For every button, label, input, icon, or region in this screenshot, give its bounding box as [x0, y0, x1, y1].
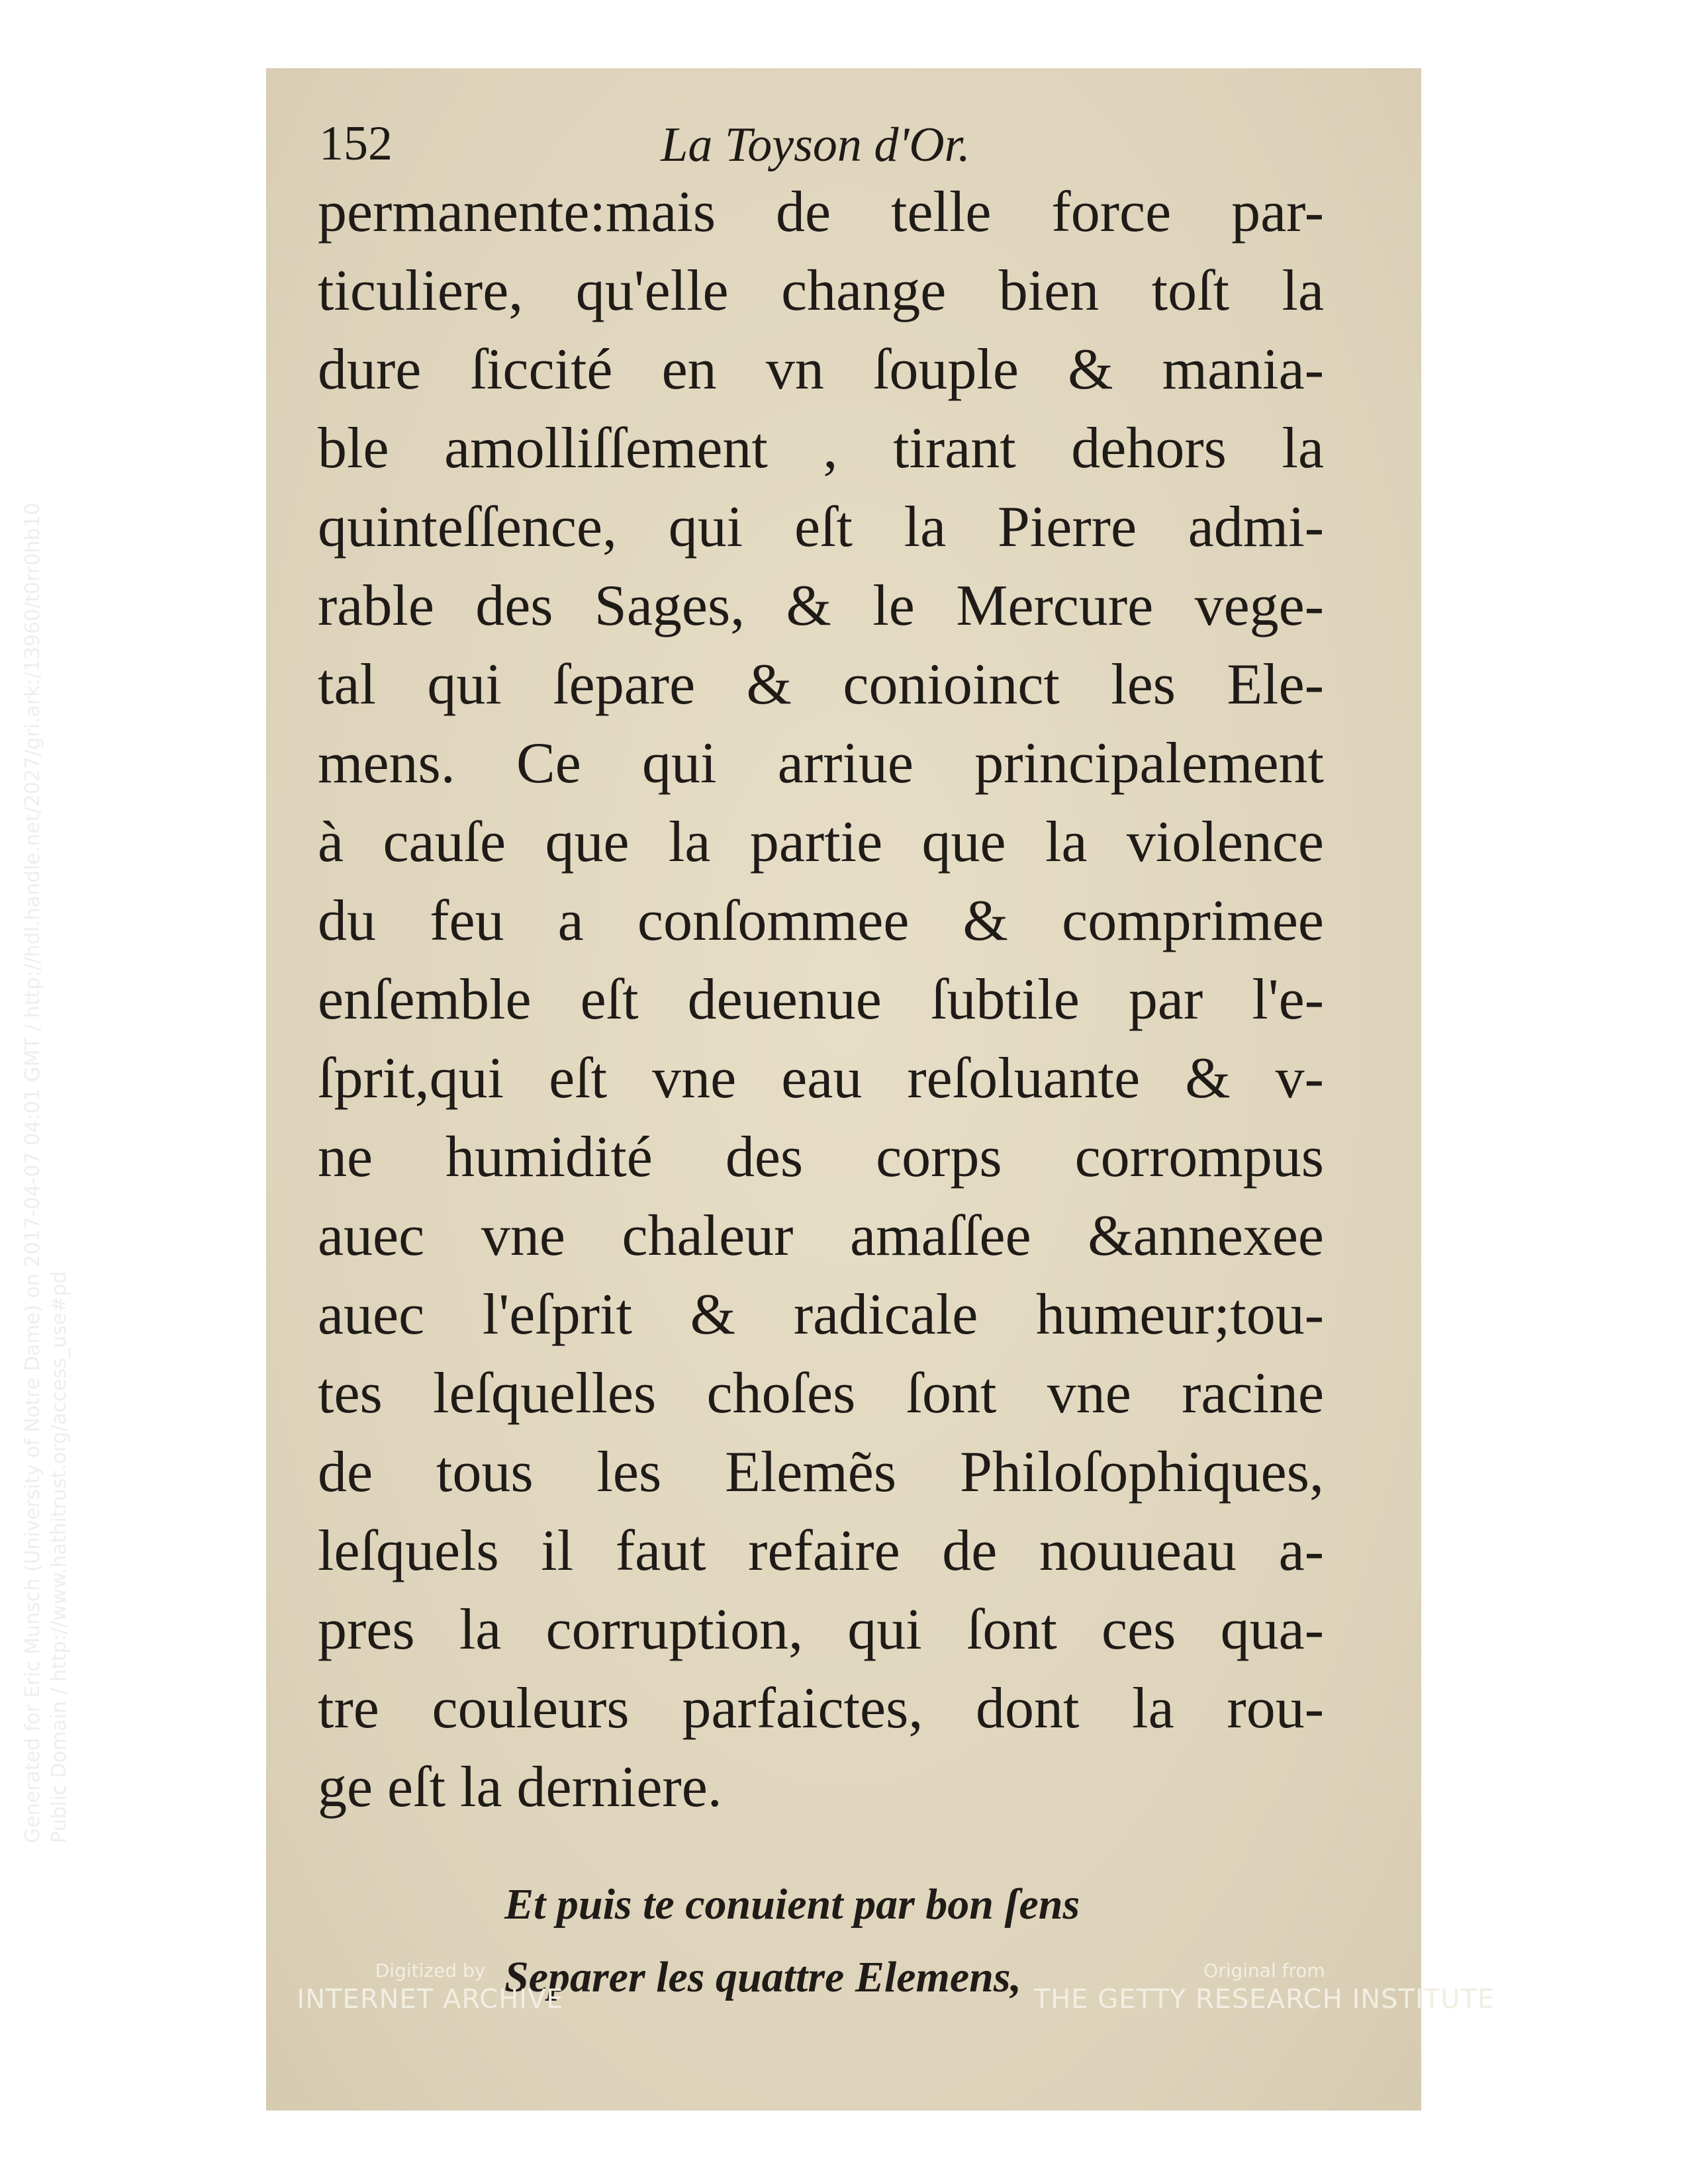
page-number: 152	[319, 116, 393, 171]
text-line: tal qui ſepare & conioinct les Ele-	[318, 653, 1324, 717]
credit-caption: Digitized by	[375, 1960, 486, 1981]
verse-line: Separer les quattre Elemens,	[504, 1953, 1022, 2001]
text-line: ne humidité des corps corrompus	[318, 1125, 1324, 1189]
running-title: La Toyson d'Or.	[661, 118, 970, 172]
text-line: ticuliere, qu'elle change bien toſt la	[318, 259, 1324, 323]
body-text	[318, 173, 1324, 1827]
original-from-credit	[1033, 1959, 1496, 2016]
credit-source: INTERNET ARCHIVE	[297, 1984, 564, 2015]
credit-source: THE GETTY RESEARCH INSTITUTE	[1033, 1984, 1495, 2015]
text-line: tre couleurs parfaictes, dont la rou-	[318, 1676, 1324, 1741]
text-line: leſquels il faut refaire de nouueau a-	[318, 1519, 1324, 1583]
digitized-by-credit	[291, 1959, 569, 2016]
text-line: tes leſquelles choſes ſont vne racine	[318, 1361, 1324, 1426]
access-notice-line: Public Domain / http://www.hathitrust.org/access_use#pd	[48, 1271, 71, 1843]
text-line: de tous les Elemẽs Philoſophiques,	[318, 1440, 1324, 1504]
page-header	[319, 108, 1312, 181]
verse-line: Et puis te conuient par bon ſens	[504, 1880, 1080, 1929]
text-line: ble amolliſſement , tirant dehors la	[318, 416, 1324, 480]
text-line: permanente:mais de telle force par-	[318, 180, 1324, 244]
text-line: enſemble eſt deuenue ſubtile par l'e-	[318, 968, 1324, 1032]
text-line: pres la corruption, qui ſont ces qua-	[318, 1598, 1324, 1662]
access-notice-line: Generated for Eric Munsch (University of Notre Dame) on 2017-04-07 04:01 GMT / http://hdl.handle.net/2027/gri.ark:/13960/t0rr0hb10	[21, 502, 44, 1843]
text-line: mens. Ce qui arriue principalement	[318, 731, 1324, 796]
text-line: à cauſe que la partie que la violence	[318, 810, 1324, 874]
credit-caption: Original from	[1203, 1960, 1325, 1981]
text-line: ſprit,qui eſt vne eau reſoluante & v-	[318, 1046, 1324, 1111]
text-line: quinteſſence, qui eſt la Pierre admi-	[318, 495, 1324, 559]
text-line: du feu a conſommee & comprimee	[318, 889, 1324, 953]
book-page	[266, 68, 1421, 2111]
text-line: dure ſiccité en vn ſouple & mania-	[318, 338, 1324, 402]
access-notice	[20, 502, 119, 1843]
text-line: auec l'eſprit & radicale humeur;tou-	[318, 1283, 1324, 1347]
text-line: ge eſt la derniere.	[318, 1755, 722, 1819]
text-line: rable des Sages, & le Mercure vege-	[318, 574, 1324, 638]
text-line: auec vne chaleur amaſſee &annexee	[318, 1204, 1324, 1268]
